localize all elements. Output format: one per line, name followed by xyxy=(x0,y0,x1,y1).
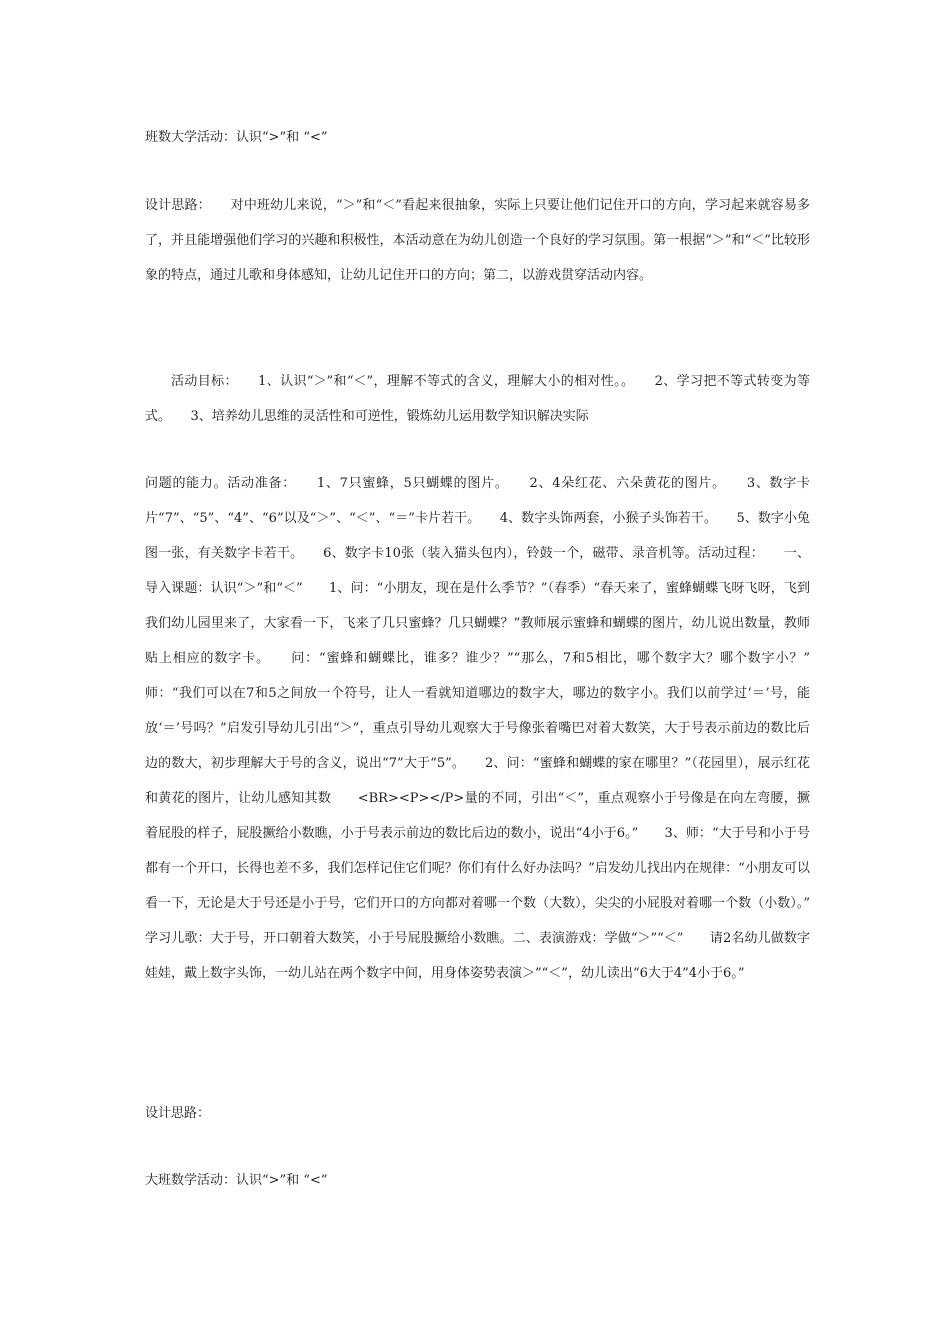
document-title: 班数大学活动：认识“>”和 “<” xyxy=(145,130,328,145)
activity-body-paragraph: 问题的能力。活动准备： 1、7只蜜蜂，5只蝴蝶的图片。 2、4朵红花、六朵黄花的图片。 3、数字卡片“7”、“5”、“4”、“6”以及“＞”、“＜”、“＝”卡片若干。 4、数字头饰两套，小猴子头饰若干。 5、数字小兔图一张，有关数字卡若干。 6、数字卡10张（装入猫头包内），铃鼓一个，磁带、录音机等。活动过程： 一、导入课题：认识“＞”和“＜” 1、问：“小朋友，现在是什么季节？”（春季）“春天来了，蜜蜂蝴蝶飞呀飞呀，飞到我们幼儿园里来了，大家看一下，飞来了几只蜜蜂？几只蝴蝶？”教师展示蜜蜂和蝴蝶的图片，幼儿说出数量，教师贴上相应的数字卡。 问：“蜜蜂和蝴蝶比，谁多？谁少？”“那么，7和5相比，哪个数字大？哪个数字小？” 师：“我们可以在7和5之间放一个符号，让人一看就知道哪边的数字大，哪边的数字小。我们以前学过‘＝’号，能放‘＝’号吗？”启发引导幼儿引出“＞”，重点引导幼儿观察大于号像张着嘴巴对着大数笑，大于号表示前边的数比后边的数大，初步理解大于号的含义，说出“7”大于“5”。 2、问：“蜜蜂和蝴蝶的家在哪里？”（花园里），展示红花和黄花的图片，让幼儿感知其数 <BR><P></P>量的不同，引出“＜”，重点观察小于号像是在向左弯腰，撅着屁股的样子，屁股撅给小数瞧，小于号表示前边的数比后边的数小，说出“4小于6。” 3、师：“大于号和小于号都有一个开口，长得也差不多，我们怎样记住它们呢？你们有什么好办法吗？”启发幼儿找出内在规律：“小朋友可以看一下，无论是大于号还是小于号，它们开口的方向都对着哪一个数（大数），尖尖的小屁股对着哪一个数（小数）。” 学习儿歌：大于号，开口朝着大数笑，小于号屁股撅给小数瞧。二、表演游戏：学做“＞”“＜” 请2名幼儿做数字娃娃，戴上数字头饰，一幼儿站在两个数字中间，用身体姿势表演＞”“＜”，幼儿读出“6大于4”4小于6。” xyxy=(145,476,837,981)
document-subtitle: 大班数学活动：认识“>”和 “<” xyxy=(145,1173,328,1188)
design-idea-heading: 设计思路： xyxy=(145,1106,211,1121)
activity-goals-paragraph: 活动目标： 1、认识“＞”和“＜”，理解不等式的含义，理解大小的相对性。。 2、学习把不等式转变为等式。 3、培养幼儿思维的灵活性和可逆性，锻炼幼儿运用数学知识解决实际 xyxy=(145,374,810,424)
design-idea-paragraph: 设计思路： 对中班幼儿来说，“＞”和“＜”看起来很抽象，实际上只要让他们记住开口的方向，学习起来就容易多了，并且能增强他们学习的兴趣和积极性，本活动意在为幼儿创造一个良好的学习氛围。第一根据“＞”和“＜”比较形象的特点，通过儿歌和身体感知，让幼儿记住开口的方向；第二，以游戏贯穿活动内容。 xyxy=(145,198,810,283)
